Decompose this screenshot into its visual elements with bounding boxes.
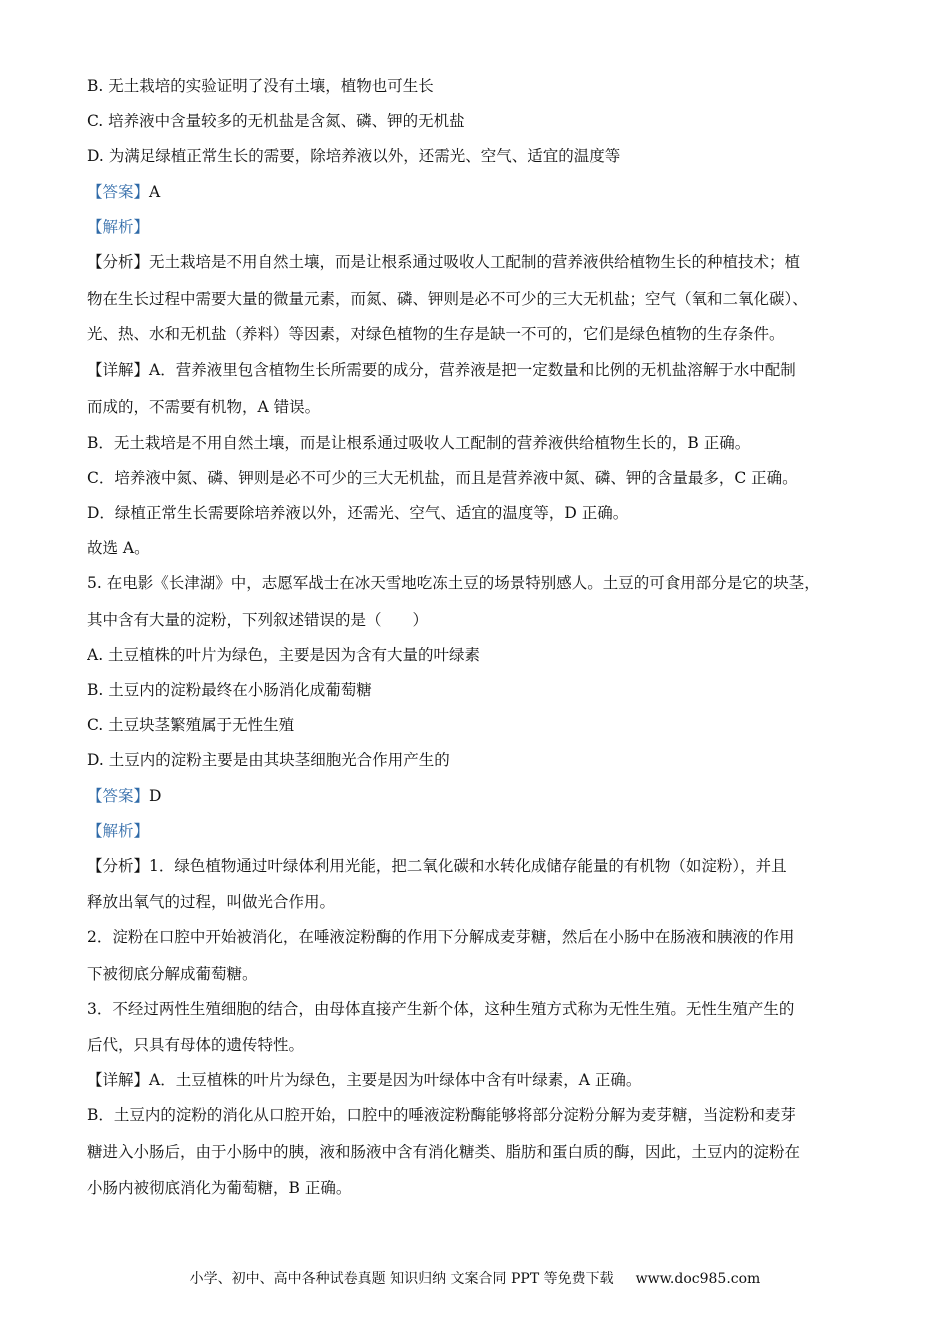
option-d-line (87, 145, 877, 167)
line-text: C．培养液中氮、磷、钾则是必不可少的三大无机盐，而且是营养液中氮、磷、钾的含量最多，C 正确。 (87, 469, 798, 487)
question-5-line (87, 609, 877, 631)
detail-paragraph-line (87, 467, 877, 489)
analysis-paragraph-line (87, 855, 877, 877)
line-text: 释放出氧气的过程，叫做光合作用。 (87, 893, 336, 911)
line-text: B. 无土栽培的实验证明了没有土壤，植物也可生长 (87, 77, 434, 95)
line-text: B．土豆内的淀粉的消化从口腔开始，口腔中的唾液淀粉酶能够将部分淀粉分解为麦芽糖，当淀粉和麦芽 (87, 1106, 796, 1124)
line-text: 【分析】无土栽培是不用自然土壤，而是让根系通过吸收人工配制的营养液供给植物生长的种植技术；植 (87, 253, 801, 271)
analysis-heading (87, 820, 877, 842)
answer-line (87, 181, 877, 203)
option-b-line (87, 679, 877, 701)
line-text: 而成的，不需要有机物，A 错误。 (87, 398, 321, 416)
line-text: 【详解】A．土豆植株的叶片为绿色，主要是因为叶绿体中含有叶绿素，A 正确。 (87, 1071, 642, 1089)
detail-paragraph-line (87, 359, 877, 381)
detail-paragraph-line (87, 396, 877, 418)
detail-paragraph-line (87, 432, 877, 454)
footer-url[interactable]: www.doc985.com (635, 1271, 761, 1287)
line-text: 5. 在电影《长津湖》中，志愿军战士在冰天雪地吃冻土豆的场景特别感人。土豆的可食用部分是它的块茎， (87, 574, 820, 592)
line-text: 【详解】A．营养液里包含植物生长所需要的成分，营养液是把一定数量和比例的无机盐溶解于水中配制 (87, 361, 796, 379)
line-text: 2．淀粉在口腔中开始被消化，在唾液淀粉酶的作用下分解成麦芽糖，然后在小肠中在肠液和胰液的作用 (87, 928, 795, 946)
detail-paragraph-line (87, 1177, 877, 1199)
line-text: 下被彻底分解成葡萄糖。 (87, 965, 258, 983)
line-text: 糖进入小肠后，由于小肠中的胰，液和肠液中含有消化糖类、脂肪和蛋白质的酶，因此，土豆内的淀粉在 (87, 1143, 801, 1161)
analysis-paragraph-line (87, 998, 877, 1020)
option-a-line (87, 644, 877, 666)
footer-text: 小学、初中、高中各种试卷真题 知识归纳 文案合同 PPT 等免费下载 (189, 1271, 614, 1287)
line-text: 【分析】1．绿色植物通过叶绿体利用光能，把二氧化碳和水转化成储存能量的有机物（如淀粉），并且 (87, 857, 787, 875)
analysis-paragraph-line (87, 926, 877, 948)
line-text: D．绿植正常生长需要除培养液以外，还需光、空气、适宜的温度等，D 正确。 (87, 504, 629, 522)
line-text: 光、热、水和无机盐（养料）等因素，对绿色植物的生存是缺一不可的，它们是绿色植物的生存条件。 (87, 325, 785, 343)
option-b-line (87, 75, 877, 97)
option-c-line (87, 110, 877, 132)
answer-tag: 【答案】 (87, 183, 150, 201)
page-footer (0, 1269, 950, 1289)
question-5-line (87, 572, 877, 594)
answer-value: D (149, 787, 162, 805)
option-c-line (87, 714, 877, 736)
analysis-heading (87, 216, 877, 238)
line-text: 其中含有大量的淀粉，下列叙述错误的是（ ） (87, 611, 429, 629)
analysis-paragraph-line (87, 251, 877, 273)
line-text: 小肠内被彻底消化为葡萄糖，B 正确。 (87, 1179, 352, 1197)
analysis-paragraph-line (87, 323, 877, 345)
answer-line (87, 785, 877, 807)
analysis-paragraph-line (87, 891, 877, 913)
analysis-tag: 【解析】 (87, 822, 150, 840)
line-text: A. 土豆植株的叶片为绿色，主要是因为含有大量的叶绿素 (87, 646, 481, 664)
line-text: C. 土豆块茎繁殖属于无性生殖 (87, 716, 295, 734)
detail-paragraph-line (87, 1069, 877, 1091)
analysis-tag: 【解析】 (87, 218, 150, 236)
detail-paragraph-line (87, 1141, 877, 1163)
line-text: B．无土栽培是不用自然土壤，而是让根系通过吸收人工配制的营养液供给植物生长的，B 正确。 (87, 434, 751, 452)
analysis-paragraph-line (87, 963, 877, 985)
answer-value: A (149, 183, 161, 201)
line-text: C. 培养液中含量较多的无机盐是含氮、磷、钾的无机盐 (87, 112, 465, 130)
line-text: 物在生长过程中需要大量的微量元素，而氮、磷、钾则是必不可少的三大无机盐；空气（氧和二氧化碳）、 (87, 290, 808, 308)
line-text: 后代，只具有母体的遗传特性。 (87, 1036, 305, 1054)
line-text: 故选 A。 (87, 539, 150, 557)
detail-paragraph-line (87, 1104, 877, 1126)
line-text: D. 为满足绿植正常生长的需要，除培养液以外，还需光、空气、适宜的温度等 (87, 147, 621, 165)
option-d-line (87, 749, 877, 771)
analysis-paragraph-line (87, 1034, 877, 1056)
answer-tag: 【答案】 (87, 787, 150, 805)
analysis-paragraph-line (87, 288, 877, 310)
line-text: D. 土豆内的淀粉主要是由其块茎细胞光合作用产生的 (87, 751, 450, 769)
choice-line (87, 537, 877, 559)
line-text: 3．不经过两性生殖细胞的结合，由母体直接产生新个体，这种生殖方式称为无性生殖。无性生殖产生的 (87, 1000, 795, 1018)
detail-paragraph-line (87, 502, 877, 524)
line-text: B. 土豆内的淀粉最终在小肠消化成葡萄糖 (87, 681, 372, 699)
